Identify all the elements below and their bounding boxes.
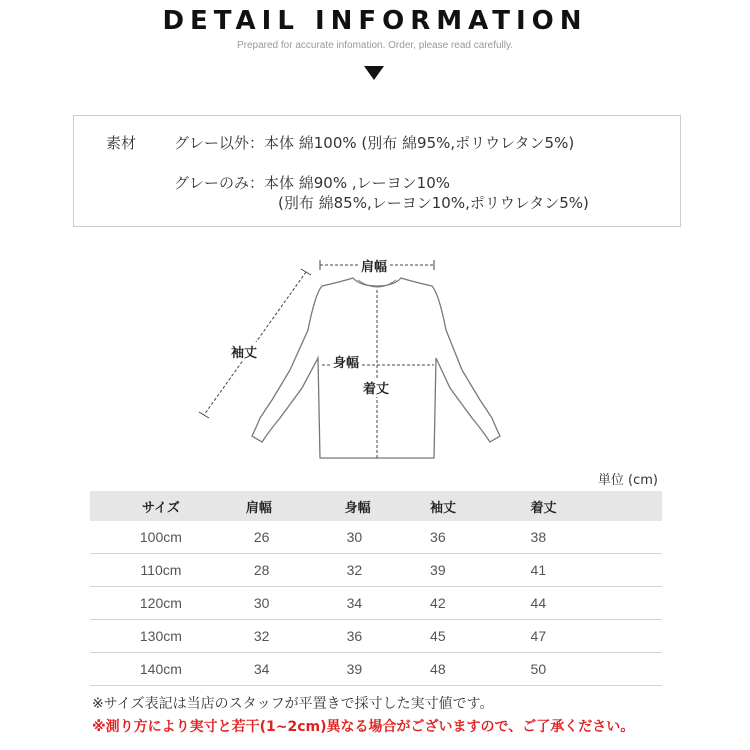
- table-row: [90, 521, 662, 554]
- material-line: (別布 綿85%,レーヨン10%,ポリウレタン5%): [278, 194, 589, 212]
- table-cell: 50: [525, 653, 662, 686]
- table-cell: 41: [525, 554, 662, 587]
- page-title: DETAIL INFORMATION: [162, 6, 588, 36]
- down-arrow-icon: [364, 66, 384, 80]
- material-box: [73, 115, 681, 227]
- table-header-row: [90, 491, 662, 521]
- unit-label: 単位 (cm): [597, 473, 658, 488]
- table-cell: 39: [430, 554, 525, 587]
- size-table: [90, 491, 662, 686]
- table-cell: 26: [232, 521, 345, 554]
- table-cell: 32: [345, 554, 430, 587]
- table-cell: 44: [525, 587, 662, 620]
- table-row: [90, 587, 662, 620]
- body-width-label: 身幅: [332, 352, 360, 371]
- total-length-label: 着丈: [362, 378, 390, 397]
- table-cell: 28: [232, 554, 345, 587]
- material-line: グレー以外：本体 綿100% (別布 綿95%,ポリウレタン5%): [174, 134, 575, 152]
- table-cell: 39: [345, 653, 430, 686]
- table-cell: 130cm: [90, 620, 232, 653]
- table-row: [90, 653, 662, 686]
- table-cell: 36: [345, 620, 430, 653]
- measurement-note: ※サイズ表記は当店のスタッフが平置きで採寸した実寸値です。: [92, 696, 494, 712]
- table-cell: 30: [345, 521, 430, 554]
- measurement-warning: ※測り方により実寸と若干(1~2cm)異なる場合がございますので、ご了承ください。: [92, 719, 635, 735]
- column-header: 着丈: [525, 491, 662, 521]
- table-cell: 30: [232, 587, 345, 620]
- table-row: [90, 620, 662, 653]
- column-header: サイズ: [90, 491, 232, 521]
- table-cell: 47: [525, 620, 662, 653]
- table-cell: 34: [232, 653, 345, 686]
- table-cell: 36: [430, 521, 525, 554]
- table-cell: 34: [345, 587, 430, 620]
- table-cell: 140cm: [90, 653, 232, 686]
- shoulder-width-label: 肩幅: [360, 256, 388, 275]
- page-subtitle: Prepared for accurate infomation. Order, please read carefully.: [236, 40, 514, 51]
- material-line: グレーのみ：本体 綿90% ,レーヨン10%: [174, 174, 450, 192]
- table-cell: 48: [430, 653, 525, 686]
- table-cell: 32: [232, 620, 345, 653]
- table-row: [90, 554, 662, 587]
- column-header: 肩幅: [232, 491, 345, 521]
- table-cell: 100cm: [90, 521, 232, 554]
- table-cell: 120cm: [90, 587, 232, 620]
- column-header: 袖丈: [430, 491, 525, 521]
- table-cell: 45: [430, 620, 525, 653]
- garment-diagram: [190, 250, 570, 465]
- table-cell: 42: [430, 587, 525, 620]
- column-header: 身幅: [345, 491, 430, 521]
- table-cell: 38: [525, 521, 662, 554]
- material-label: 素材: [106, 134, 137, 152]
- sleeve-length-label: 袖丈: [230, 342, 258, 361]
- table-cell: 110cm: [90, 554, 232, 587]
